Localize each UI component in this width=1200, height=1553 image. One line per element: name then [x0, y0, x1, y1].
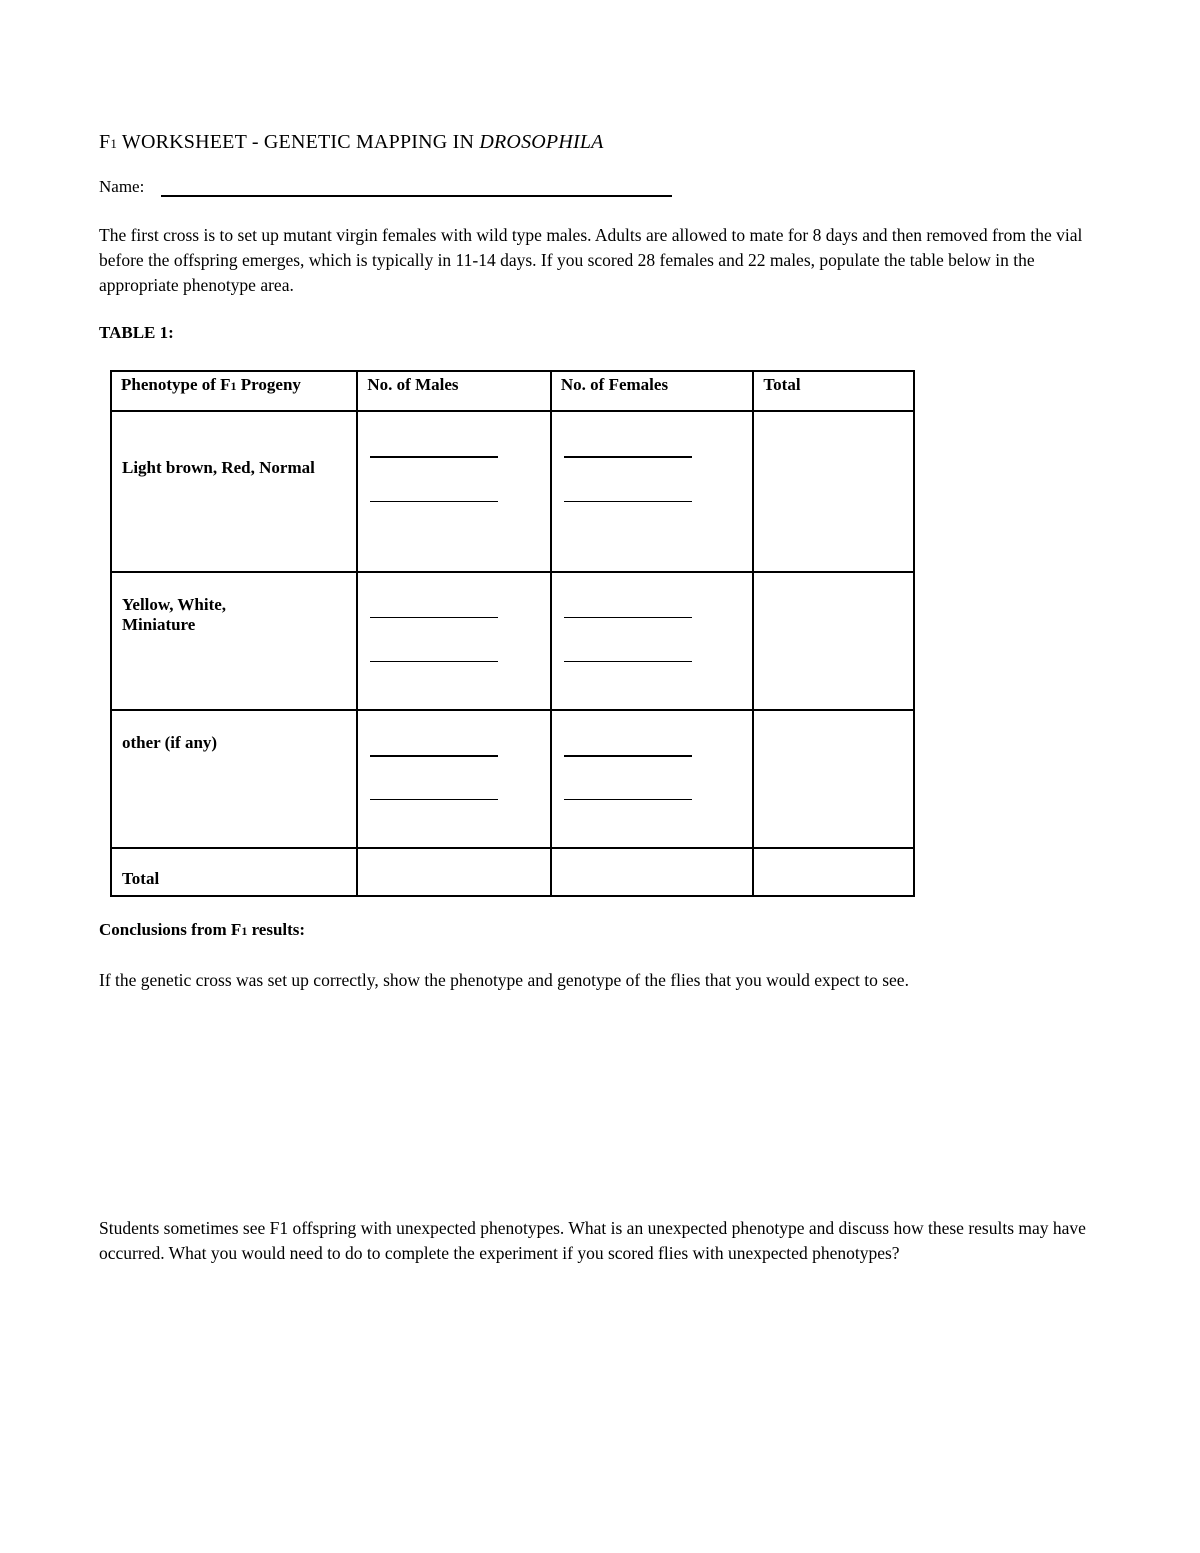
header-males: No. of Males	[357, 371, 550, 411]
males-cell	[357, 710, 550, 848]
females-count-blank[interactable]	[564, 456, 692, 458]
table-header-row	[111, 371, 914, 411]
header-females: No. of Females	[551, 371, 754, 411]
results-table	[110, 370, 915, 897]
females-count-blank[interactable]	[564, 661, 692, 662]
header-phenotype: Phenotype of F1 Progeny	[111, 371, 357, 411]
males-count-blank[interactable]	[370, 456, 498, 458]
males-cell	[357, 411, 550, 572]
conclusions-heading: Conclusions from F1 results:	[99, 920, 306, 939]
phenotype-cell: other (if any)	[111, 710, 357, 848]
females-count-blank[interactable]	[564, 501, 692, 502]
females-total-cell[interactable]	[551, 848, 754, 896]
total-cell[interactable]	[753, 411, 914, 572]
total-cell[interactable]	[753, 572, 914, 710]
males-count-blank[interactable]	[370, 661, 498, 662]
phenotype-cell: Light brown, Red, Normal	[111, 411, 357, 572]
males-count-blank[interactable]	[370, 799, 498, 800]
name-field[interactable]	[161, 195, 672, 197]
females-count-blank[interactable]	[564, 799, 692, 800]
table-row	[111, 710, 914, 848]
table-label: TABLE 1:	[99, 323, 174, 342]
males-count-blank[interactable]	[370, 617, 498, 618]
page-title: F1 WORKSHEET - GENETIC MAPPING IN DROSOPHILA	[99, 131, 604, 153]
males-count-blank[interactable]	[370, 501, 498, 502]
females-count-blank[interactable]	[564, 617, 692, 618]
females-count-blank[interactable]	[564, 755, 692, 757]
males-total-cell[interactable]	[357, 848, 550, 896]
grand-total-cell[interactable]	[753, 848, 914, 896]
header-total: Total	[753, 371, 914, 411]
question-expected-flies: If the genetic cross was set up correctly, show the phenotype and genotype of the flies that you would expect to see.	[99, 970, 909, 990]
question-unexpected-phenotypes: Students sometimes see F1 offspring with unexpected phenotypes. What is an unexpected phenotype and discuss how these results may have occurred. What you would need to do to complete the experiment if you scored flies with unexpected phenotypes?	[99, 1218, 1086, 1263]
intro-paragraph: The first cross is to set up mutant virgin females with wild type males. Adults are allowed to mate for 8 days and then removed from the vial before the offspring emerges, which is typically in 11-14 days. If you scored 28 females and 22 males, populate the table below in the appropriate phenotype area.	[99, 225, 1083, 295]
name-label: Name:	[99, 177, 145, 196]
females-cell	[551, 710, 754, 848]
females-cell	[551, 572, 754, 710]
females-cell	[551, 411, 754, 572]
phenotype-cell: Yellow, White, Miniature	[111, 572, 357, 710]
table-row	[111, 572, 914, 710]
males-cell	[357, 572, 550, 710]
table-row	[111, 411, 914, 572]
total-cell[interactable]	[753, 710, 914, 848]
males-count-blank[interactable]	[370, 755, 498, 757]
total-label-cell: Total	[111, 848, 357, 896]
table-total-row	[111, 848, 914, 896]
